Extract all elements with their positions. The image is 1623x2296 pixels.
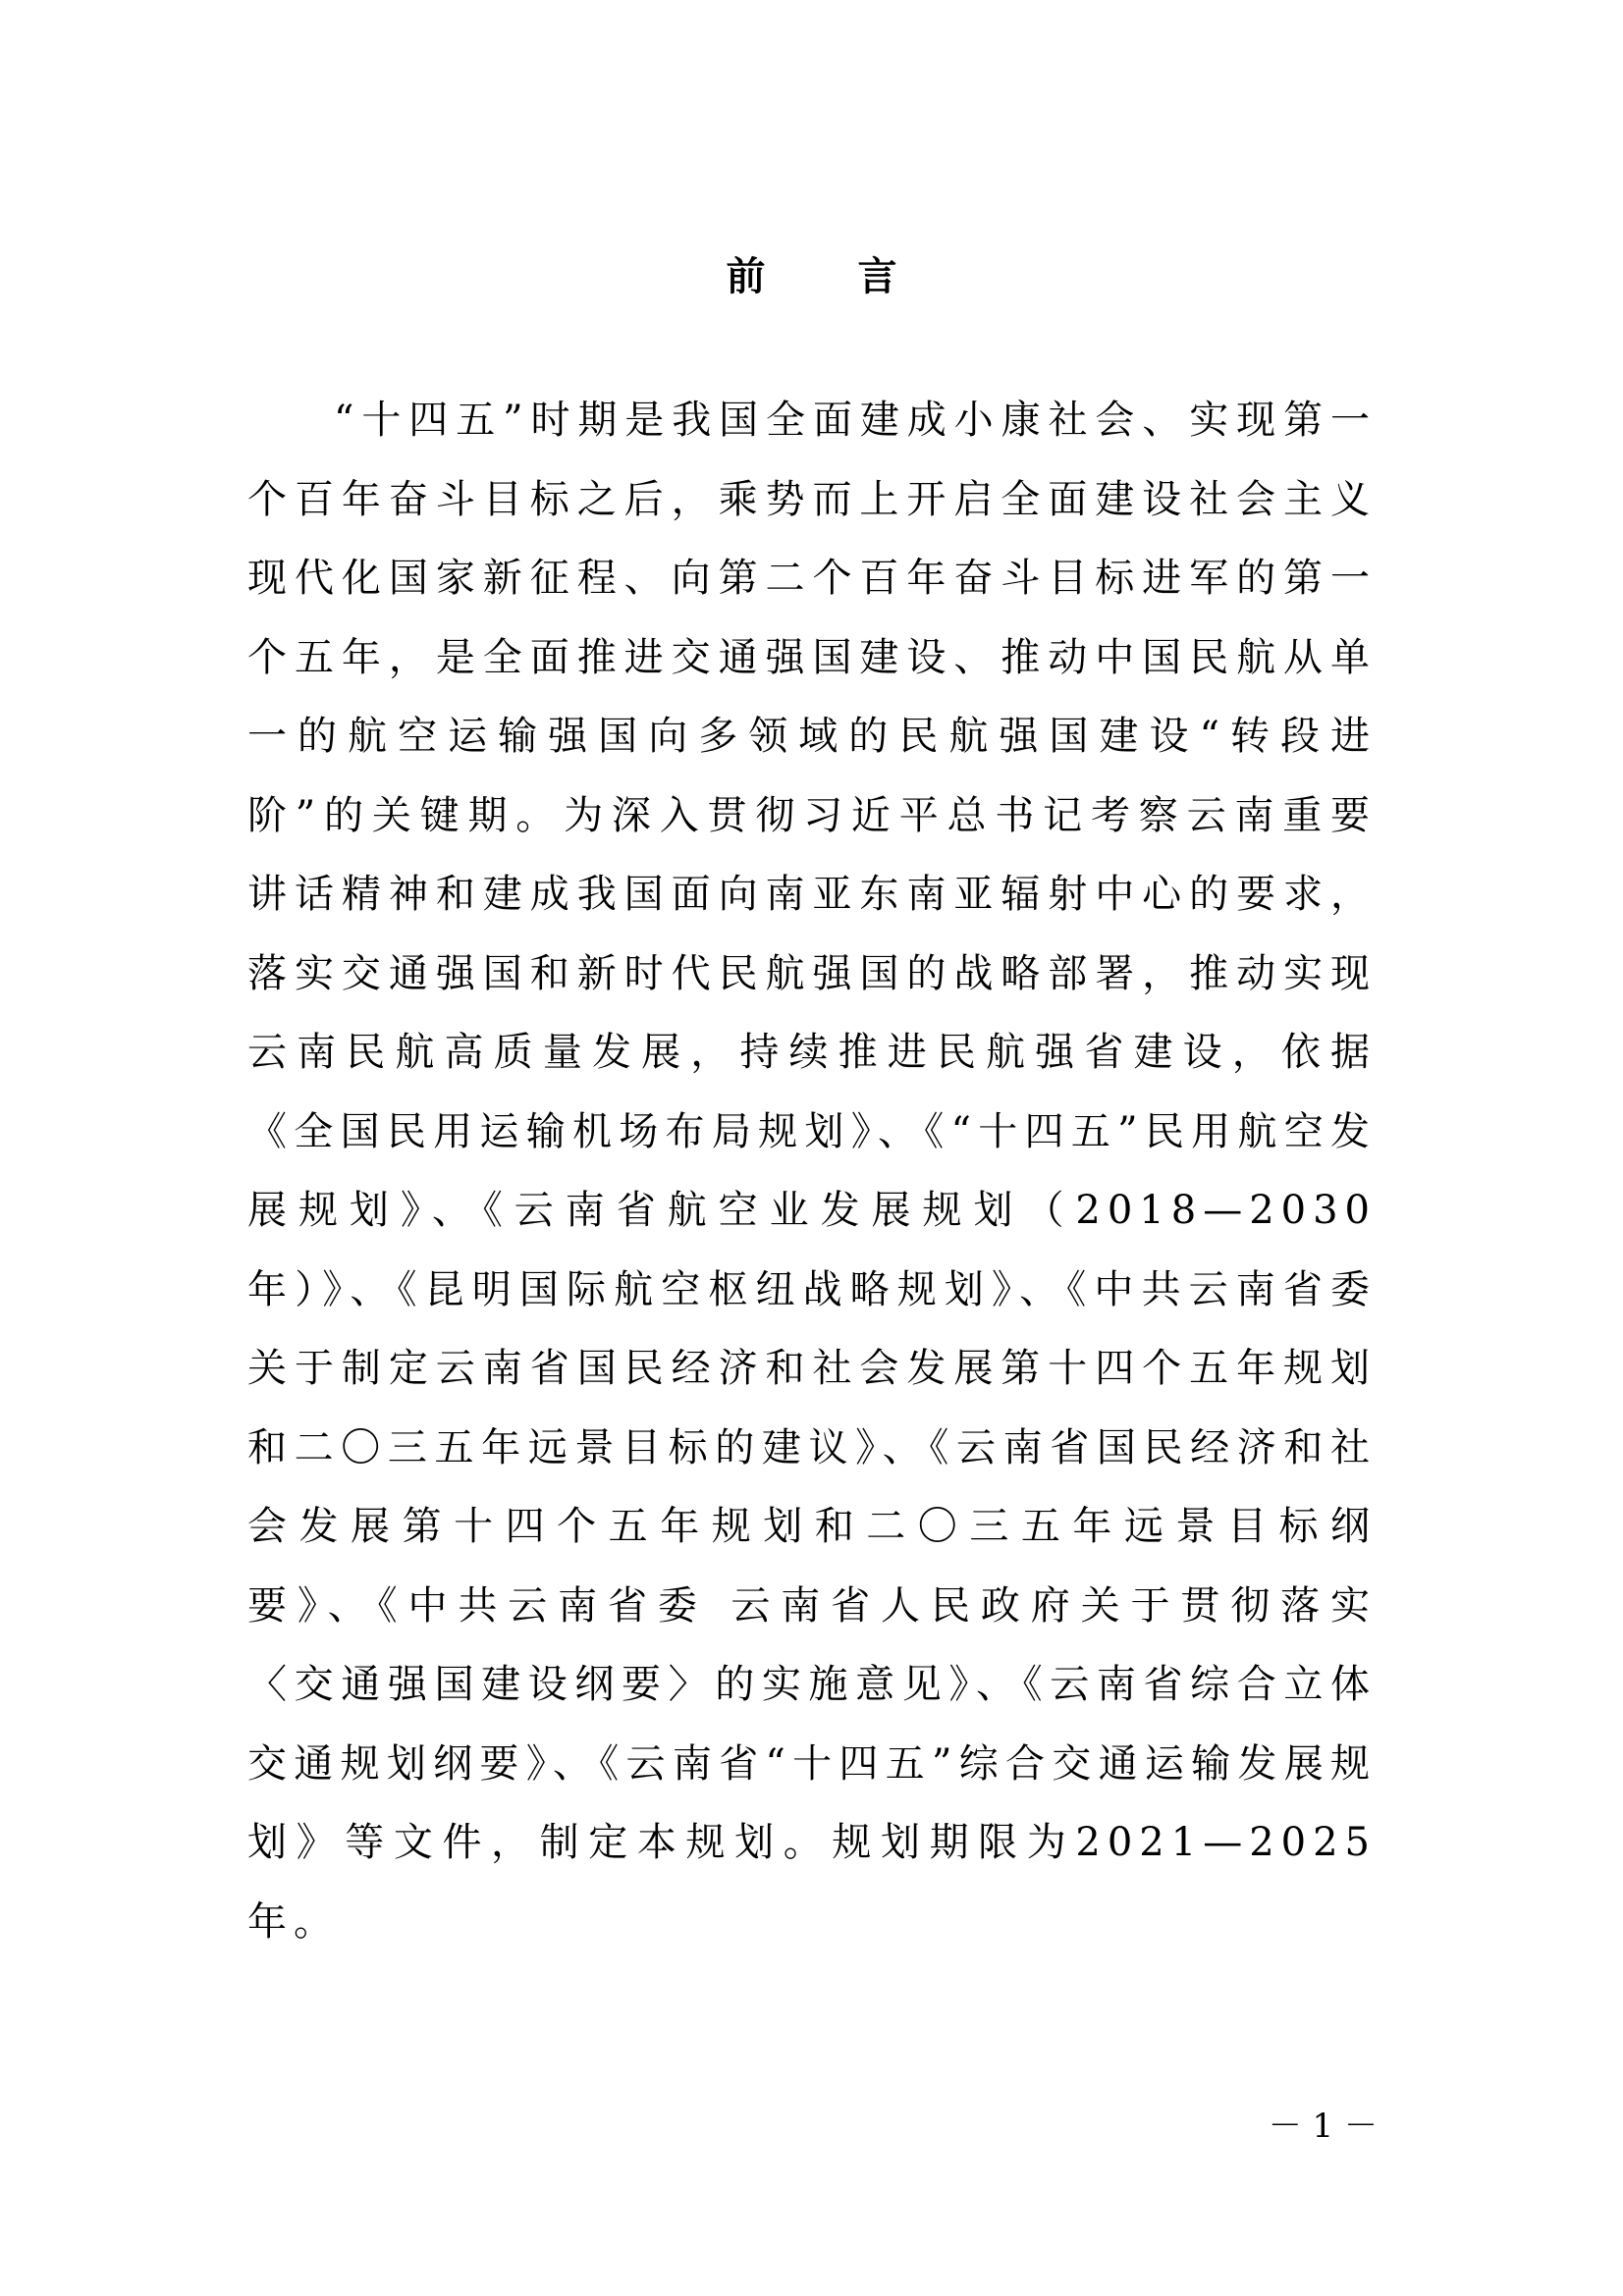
page-title: 前 言 bbox=[726, 254, 937, 299]
body-paragraph: “十四五”时期是我国全面建成小康社会、实现第一个百年奋斗目标之后，乘势而上开启全面建设社会主义现代化国家新征程、向第二个百年奋斗目标进军的第一个五年，是全面推进交通强国建设、推动中国民航从单一的航空运输强国向多领域的民航强国建设“转段进阶”的关键期。为深入贯彻习近平总书记考察云南重要讲话精神和建成我国面向南亚东南亚辐射中心的要求，落实交通强国和新时代民航强国的战略部署，推动实现云南民航高质量发展，持续推进民航强省建设，依据《全国民用运输机场布局规划》、《“十四五”民用航空发展规划》、《云南省航空业发展规划（2018—2030年）》、《昆明国际航空枢纽战略规划》、《中共云南省委关于制定云南省国民经济和社会发展第十四个五年规划和二〇三五年远景目标的建议》、《云南省国民经济和社会发展第十四个五年规划和二〇三五年远景目标纲要》、《中共云南省委 云南省人民政府关于贯彻落实〈交通强国建设纲要〉的实施意见》、《云南省综合立体交通规划纲要》、《云南省“十四五”综合交通运输发展规划》等文件，制定本规划。规划期限为2021—2025年。 bbox=[247, 398, 1377, 1945]
page-number: － 1 － bbox=[1268, 2107, 1378, 2146]
